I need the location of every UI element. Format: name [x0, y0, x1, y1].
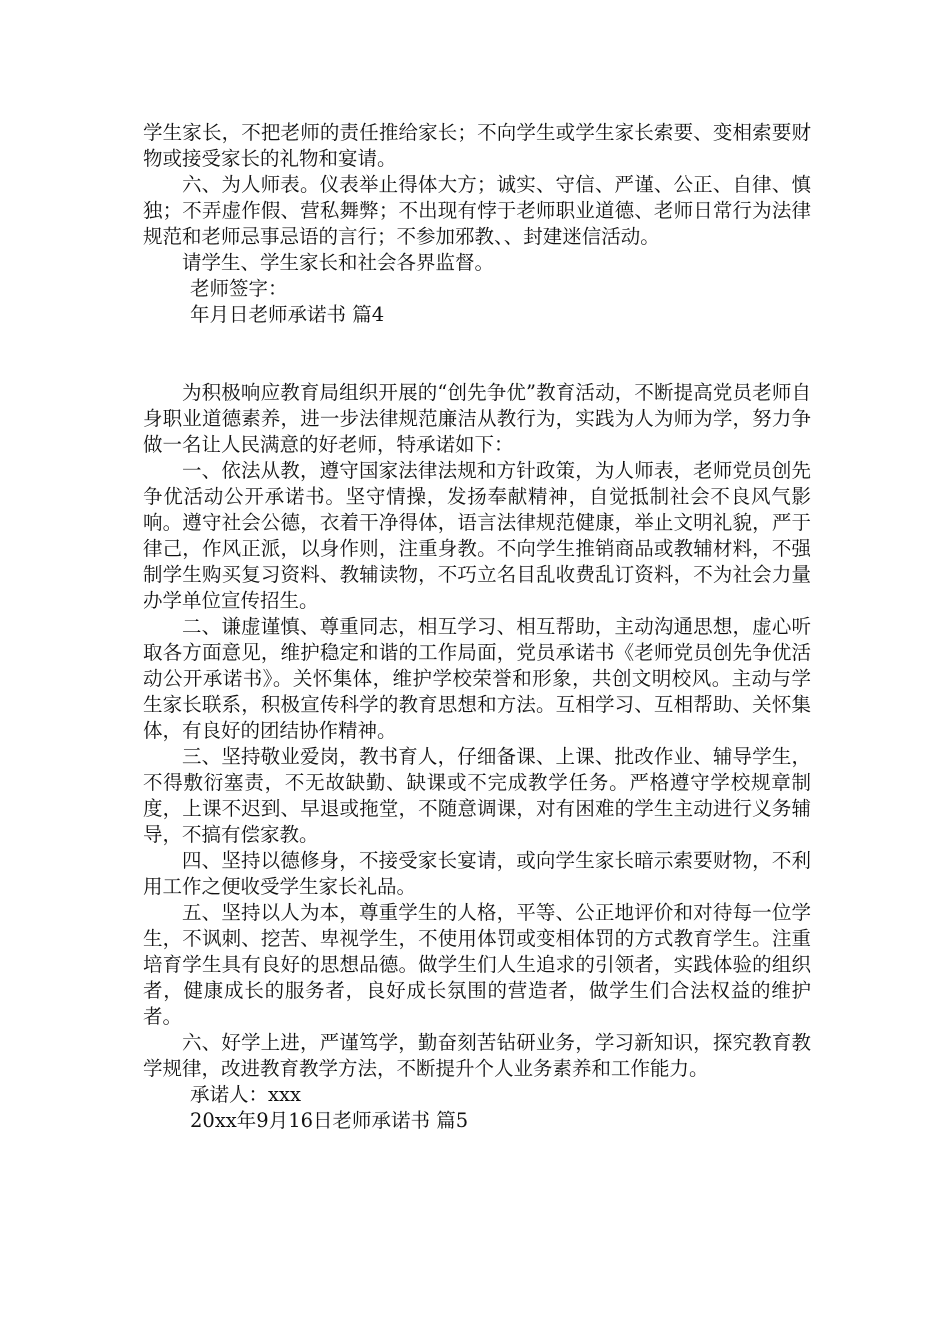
paragraph-item-5: 五、坚持以人为本，尊重学生的人格，平等、公正地评价和对待每一位学生，不讽刺、挖苦、卑视学生，不使用体罚或变相体罚的方式教育学生。注重培育学生具有良好的思想品德。做学生们人生追求的引领者，实践体验的组织者，健康成长的服务者，良好成长氛围的营造者，做学生们合法权益的维护者。	[143, 901, 811, 1028]
section-heading-5: 20xx年9月16日老师承诺书 篇5	[190, 1109, 469, 1132]
paragraph-item-2: 二、谦虚谨慎、尊重同志，相互学习、相互帮助，主动沟通思想，虚心听取各方面意见，维护稳定和谐的工作局面，党员承诺书《老师党员创先争优活动公开承诺书》。关怀集体，维护学校荣誉和形象，共创文明校风。主动与学生家长联系，积极宣传科学的教育思想和方法。互相学习、互相帮助、关怀集体，有良好的团结协作精神。	[143, 615, 811, 742]
paragraph-supervision: 请学生、学生家长和社会各界监督。	[182, 251, 495, 274]
section-gap	[143, 328, 811, 380]
paragraph-intro: 为积极响应教育局组织开展的“创先争优”教育活动，不断提高党员老师自身职业道德素养，进一步法律规范廉洁从教行为，实践为人为师为学，努力争做一名让人民满意的好老师，特承诺如下：	[143, 381, 811, 456]
paragraph-item-6: 六、好学上进，严谨笃学，勤奋刻苦钻研业务，学习新知识，探究教育教学规律，改进教育教学方法，不断提升个人业务素养和工作能力。	[143, 1031, 811, 1080]
promiser-signature-label: 承诺人：xxx	[190, 1083, 301, 1106]
document-page	[143, 120, 811, 1134]
paragraph-continuation: 学生家长，不把老师的责任推给家长；不向学生或学生家长索要、变相索要财物或接受家长的礼物和宴请。	[143, 121, 811, 170]
teacher-signature-label: 老师签字：	[190, 277, 288, 300]
paragraph-item-3: 三、坚持敬业爱岗，教书育人，仔细备课、上课、批改作业、辅导学生，不得敷衍塞责，不无故缺勤、缺课或不完成教学任务。严格遵守学校规章制度，上课不迟到、早退或拖堂，不随意调课，对有困难的学生主动进行义务辅导，不搞有偿家教。	[143, 745, 811, 846]
paragraph-item-1: 一、依法从教，遵守国家法律法规和方针政策，为人师表，老师党员创先争优活动公开承诺书。坚守情操，发扬奉献精神，自觉抵制社会不良风气影响。遵守社会公德，衣着干净得体，语言法律规范健康，举止文明礼貌，严于律己，作风正派，以身作则，注重身教。不向学生推销商品或教辅材料，不强制学生购买复习资料、教辅读物，不巧立名目乱收费乱订资料，不为社会力量办学单位宣传招生。	[143, 459, 811, 612]
paragraph-six-conduct: 六、为人师表。仪表举止得体大方；诚实、守信、严谨、公正、自律、慎独；不弄虚作假、营私舞弊；不出现有悖于老师职业道德、老师日常行为法律规范和老师忌事忌语的言行；不参加邪教、、封建迷信活动。	[143, 173, 811, 248]
paragraph-item-4: 四、坚持以德修身，不接受家长宴请，或向学生家长暗示索要财物，不利用工作之便收受学生家长礼品。	[143, 849, 811, 898]
section-heading-4: 年月日老师承诺书 篇4	[190, 303, 385, 326]
